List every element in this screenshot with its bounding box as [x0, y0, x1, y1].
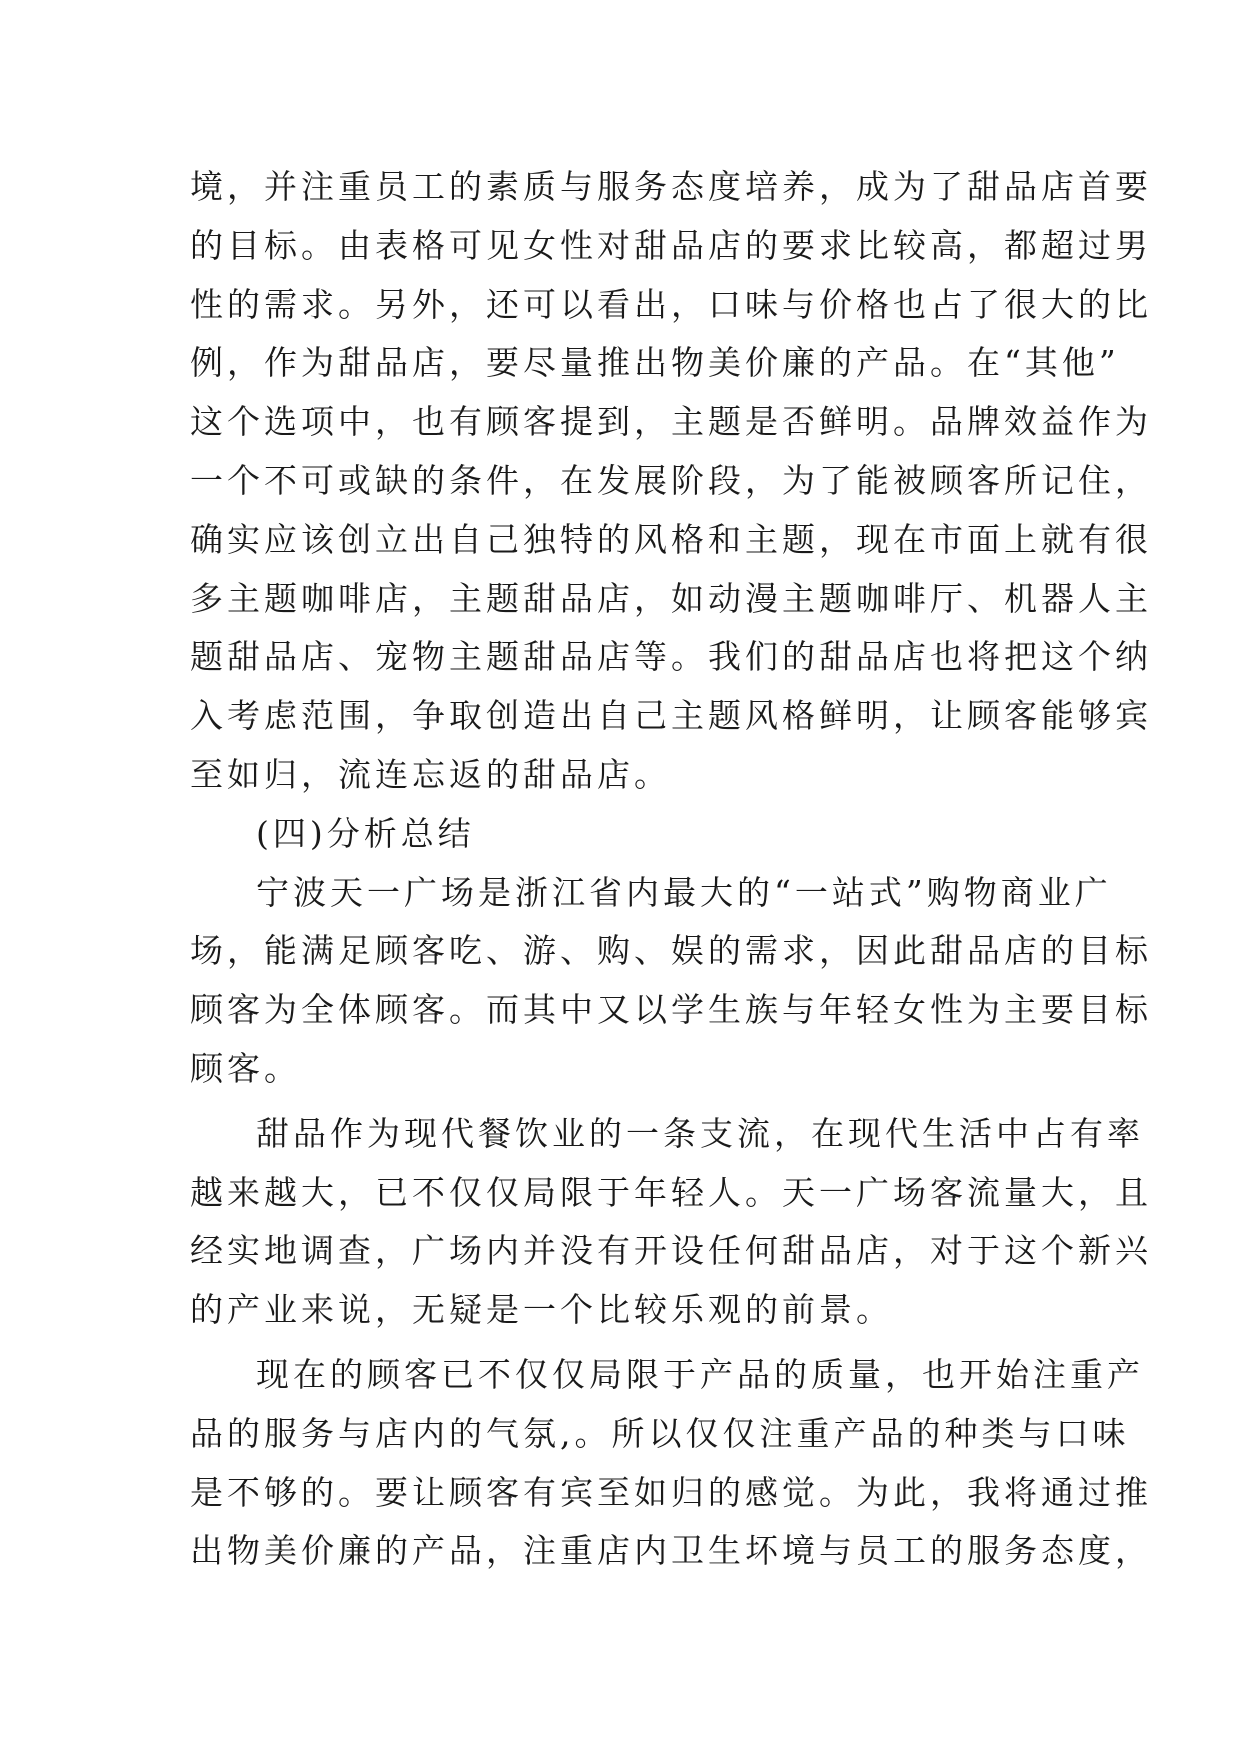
text-line: 一个不可或缺的条件，在发展阶段，为了能被顾客所记住，: [190, 460, 1152, 500]
text-line: 入考虑范围，争取创造出自己主题风格鲜明，让顾客能够宾: [190, 696, 1152, 736]
text-line: 境，并注重员工的素质与服务态度培养，成为了甜品店首要: [190, 167, 1152, 206]
document-body: [190, 158, 1152, 1581]
text-line: 这个选项中，也有顾客提到，主题是否鲜明。品牌效益作为: [190, 402, 1152, 442]
text-line: 是不够的。要让顾客有宾至如归的感觉。为此，我将通过推: [190, 1472, 1152, 1512]
text-line: 性的需求。另外，还可以看出，口味与价格也占了很大的比: [190, 284, 1152, 324]
text-line: 出物美价廉的产品，注重店内卫生坏境与员工的服务态度，: [190, 1531, 1152, 1571]
text-line: 题甜品店、宠物主题甜品店等。我们的甜品店也将把这个纳: [190, 637, 1152, 677]
paragraph-first-line: 甜品作为现代餐饮业的一条支流，在现代生活中占有率: [256, 1113, 1144, 1153]
paragraph-first-line: 现在的顾客已不仅仅局限于产品的质量，也开始注重产: [256, 1354, 1144, 1394]
text-line: 品的服务与店内的气氛,。所以仅仅注重产品的种类与口味: [190, 1413, 1130, 1453]
text-line: 多主题咖啡店，主题甜品店，如动漫主题咖啡厅、机器人主: [190, 578, 1152, 618]
text-line: 越来越大，已不仅仅局限于年轻人。天一广场客流量大，且: [190, 1172, 1152, 1212]
text-line: 确实应该创立出自己独特的风格和主题，现在市面上就有很: [190, 519, 1152, 559]
paragraph-first-line: 宁波天一广场是浙江省内最大的“一站式”购物商业广: [256, 872, 1112, 912]
text-line: 顾客为全体顾客。而其中又以学生族与年轻女性为主要目标: [190, 990, 1152, 1030]
text-line: 例，作为甜品店，要尽量推出物美价廉的产品。在“其他”: [190, 343, 1120, 383]
text-line: 顾客。: [190, 1048, 301, 1088]
text-line: 的产业来说，无疑是一个比较乐观的前景。: [190, 1290, 893, 1330]
text-line: 的目标。由表格可见女性对甜品店的要求比较高，都超过男: [190, 225, 1152, 265]
section-heading: (四)分析总结: [256, 813, 475, 853]
text-line: 经实地调查，广场内并没有开设任何甜品店，对于这个新兴: [190, 1231, 1152, 1271]
text-line: 至如归，流连忘返的甜品店。: [190, 754, 671, 794]
text-line: 场，能满足顾客吃、游、购、娱的需求，因此甜品店的目标: [190, 931, 1152, 971]
